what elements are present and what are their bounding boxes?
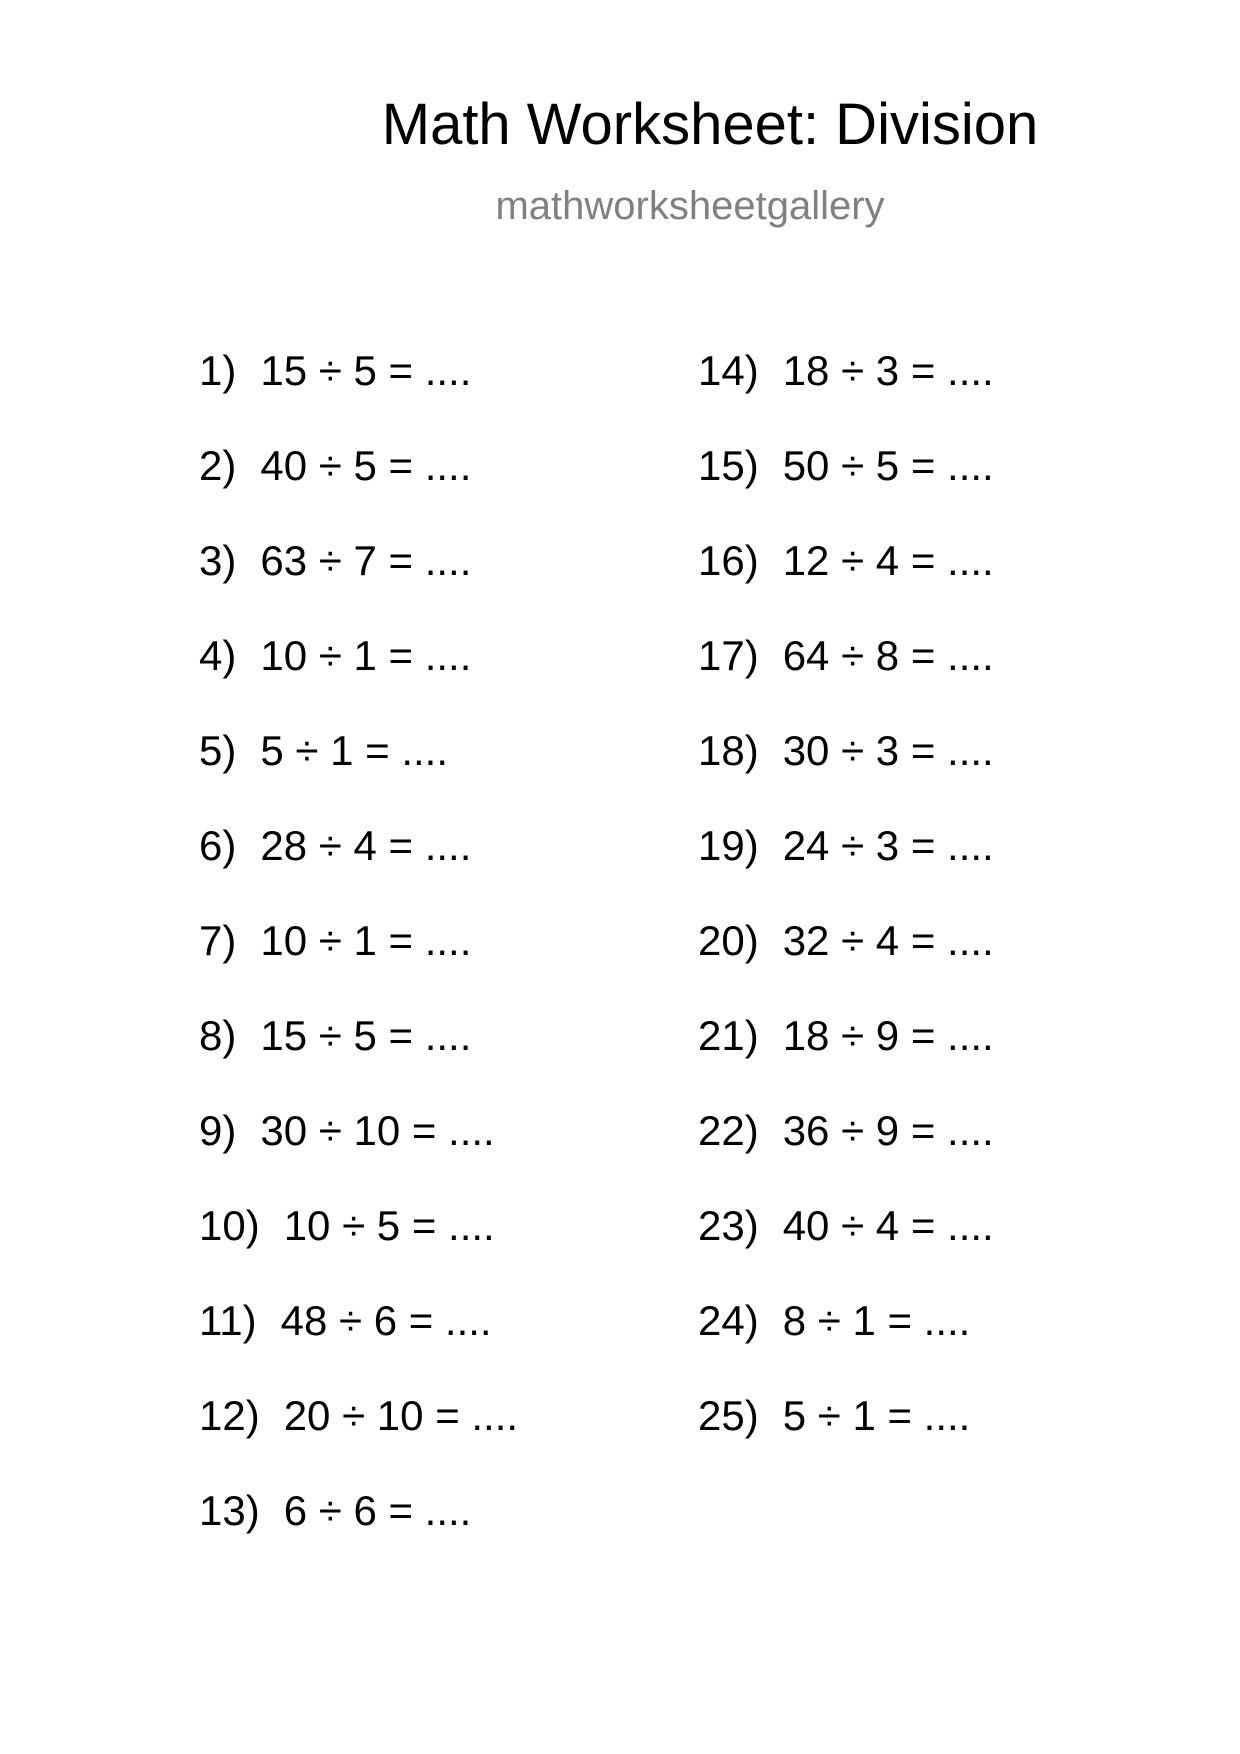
problem-column-right [698, 347, 994, 1490]
problem-number: 15) [698, 442, 759, 489]
problem-number: 24) [698, 1297, 759, 1344]
problem-number: 8) [199, 1012, 237, 1059]
problem-number: 14) [698, 347, 759, 394]
problem-item [199, 442, 518, 540]
problem-expression: 64 ÷ 8 = .... [782, 632, 994, 679]
problem-expression: 6 ÷ 6 = .... [283, 1487, 472, 1534]
problem-number: 18) [698, 727, 759, 774]
problem-item [698, 917, 994, 1015]
problem-item [199, 822, 518, 920]
problem-expression: 30 ÷ 3 = .... [782, 727, 994, 774]
problem-number: 10) [199, 1202, 260, 1249]
problem-expression: 8 ÷ 1 = .... [782, 1297, 971, 1344]
problem-number: 13) [199, 1487, 260, 1534]
problem-number: 16) [698, 537, 759, 584]
problem-number: 6) [199, 822, 237, 869]
problem-expression: 36 ÷ 9 = .... [782, 1107, 994, 1154]
problem-number: 3) [199, 537, 237, 584]
problem-expression: 40 ÷ 5 = .... [260, 442, 472, 489]
problem-item [199, 347, 518, 445]
problem-item [698, 727, 994, 825]
problem-item [698, 1107, 994, 1205]
problem-column-left [199, 347, 519, 1585]
problem-number: 21) [698, 1012, 759, 1059]
problem-number: 17) [698, 632, 759, 679]
problem-item [698, 442, 994, 540]
problem-number: 9) [199, 1107, 237, 1154]
problem-item [199, 537, 518, 635]
problem-expression: 10 ÷ 5 = .... [283, 1202, 495, 1249]
problem-expression: 12 ÷ 4 = .... [782, 537, 994, 584]
problem-expression: 10 ÷ 1 = .... [260, 632, 472, 679]
problem-item [199, 1392, 519, 1490]
problem-expression: 15 ÷ 5 = .... [260, 347, 472, 394]
problem-number: 11) [199, 1297, 257, 1344]
problem-number: 4) [199, 632, 237, 679]
problem-item [199, 1012, 518, 1110]
page-subtitle: mathworksheetgallery [495, 184, 885, 228]
page-title: Math Worksheet: Division [381, 92, 1039, 157]
problem-expression: 48 ÷ 6 = .... [280, 1297, 492, 1344]
problem-item [199, 632, 518, 730]
problem-expression: 15 ÷ 5 = .... [260, 1012, 472, 1059]
problem-item [698, 1297, 994, 1395]
problem-item [698, 822, 994, 920]
problem-expression: 63 ÷ 7 = .... [260, 537, 472, 584]
problem-expression: 18 ÷ 9 = .... [782, 1012, 994, 1059]
problem-item [199, 1297, 518, 1395]
problem-number: 23) [698, 1202, 759, 1249]
problem-item [698, 632, 994, 730]
problem-item [698, 1202, 994, 1300]
problem-number: 19) [698, 822, 759, 869]
problem-item [199, 727, 518, 825]
problem-expression: 50 ÷ 5 = .... [782, 442, 994, 489]
problem-expression: 30 ÷ 10 = .... [260, 1107, 495, 1154]
problem-item [698, 347, 994, 445]
problem-item [698, 1392, 994, 1490]
problem-expression: 5 ÷ 1 = .... [260, 727, 449, 774]
problem-item [199, 917, 518, 1015]
problem-expression: 24 ÷ 3 = .... [782, 822, 994, 869]
problem-number: 20) [698, 917, 759, 964]
problem-number: 5) [199, 727, 237, 774]
problem-number: 22) [698, 1107, 759, 1154]
problem-expression: 20 ÷ 10 = .... [283, 1392, 519, 1439]
problem-item [199, 1487, 518, 1585]
problem-item [199, 1107, 518, 1205]
problem-item [199, 1202, 518, 1300]
problem-number: 12) [199, 1392, 260, 1439]
problem-item [698, 1012, 994, 1110]
problem-number: 25) [698, 1392, 759, 1439]
problem-expression: 32 ÷ 4 = .... [782, 917, 994, 964]
problem-expression: 40 ÷ 4 = .... [782, 1202, 994, 1249]
problem-expression: 10 ÷ 1 = .... [260, 917, 472, 964]
problem-expression: 5 ÷ 1 = .... [782, 1392, 971, 1439]
problem-expression: 28 ÷ 4 = .... [260, 822, 472, 869]
problem-item [698, 537, 994, 635]
problem-expression: 18 ÷ 3 = .... [782, 347, 994, 394]
problem-number: 7) [199, 917, 237, 964]
problem-number: 2) [199, 442, 237, 489]
problem-number: 1) [199, 347, 237, 394]
